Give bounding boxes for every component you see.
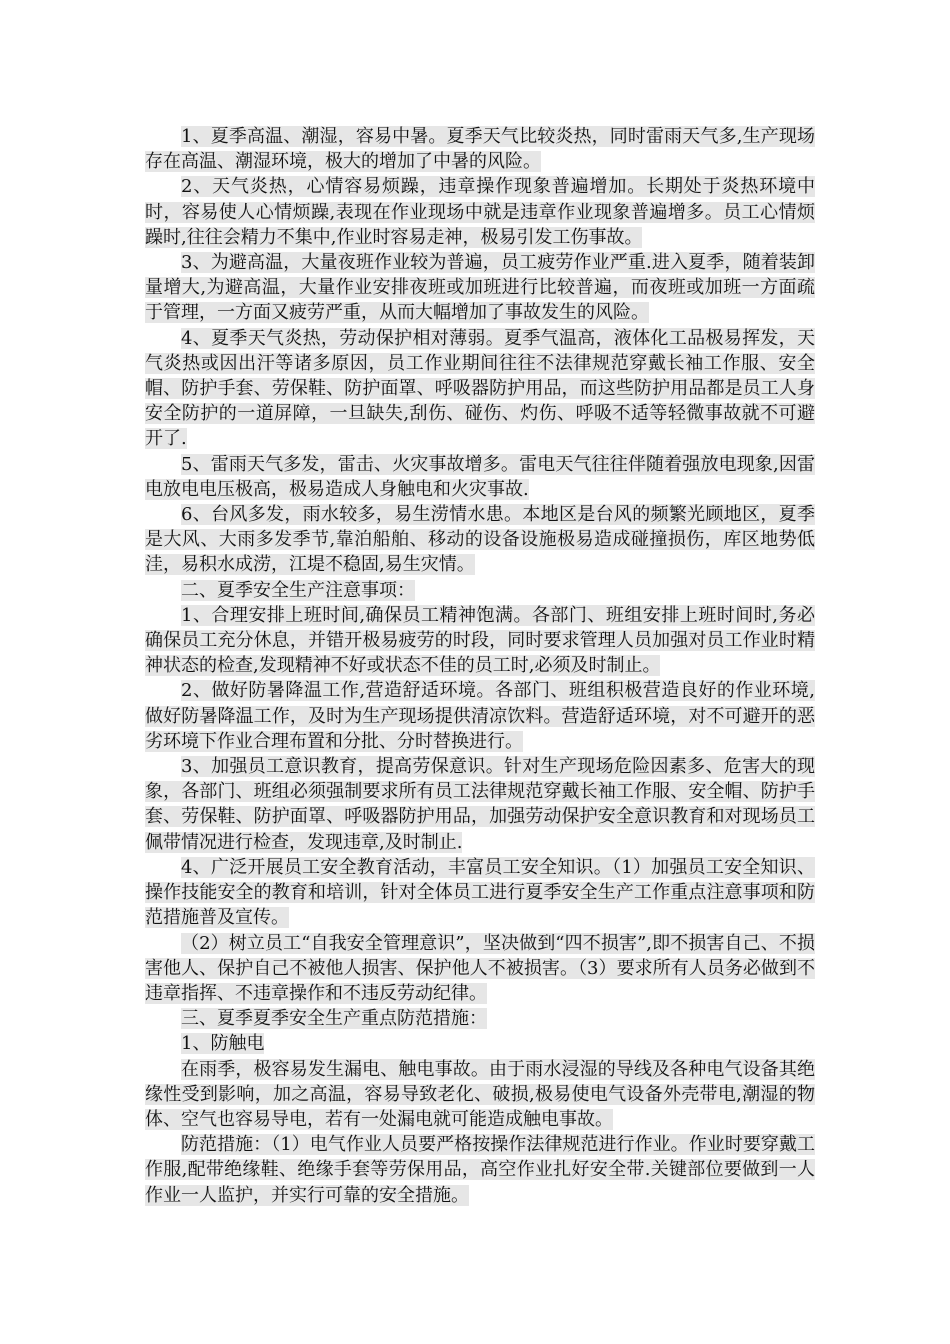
section-heading-measures: [145, 1006, 815, 1031]
document-body: [145, 124, 815, 1208]
paragraph-self-safety: [145, 931, 815, 1007]
subheading-electric-shock: [145, 1031, 815, 1056]
paragraph-text: 6、台风多发，雨水较多，易生涝情水患。本地区是台风的频繁光顾地区，夏季是大风、大雨多发季节,靠泊船舶、移动的设备设施极易造成碰撞损伤，库区地势低洼，易积水成涝，江堤不稳固,易生灾情。: [145, 504, 815, 576]
paragraph-night-shift: [145, 250, 815, 326]
paragraph-text: 在雨季，极容易发生漏电、触电事故。由于雨水浸湿的导线及各种电气设备其绝缘性受到影响，加之高温，容易导致老化、破损,极易使电气设备外壳带电,潮湿的物体、空气也容易导电，若有一处漏电就可能造成触电事故。: [145, 1058, 815, 1130]
paragraph-text: 1、合理安排上班时间,确保员工精神饱满。各部门、班组安排上班时间时,务必确保员工充分休息，并错开极易疲劳的时段，同时要求管理人员加强对员工作业时精神状态的检查,发现精神不好或状态不佳的员工时,必须及时制止。: [145, 604, 815, 677]
paragraph-text: 防范措施：（1）电气作业人员要严格按操作法律规范进行作业。作业时要穿戴工作服,配带绝缘鞋、绝缘手套等劳保用品，高空作业扎好安全带.关键部位要做到一人作业一人监护，并实行可靠的安全措施。: [145, 1134, 815, 1206]
paragraph-text: 4、广泛开展员工安全教育活动，丰富员工安全知识。（1）加强员工安全知识、操作技能安全的教育和培训，针对全体员工进行夏季安全生产工作重点注意事项和防范措施普及宣传。: [145, 856, 815, 929]
paragraph-text: 2、做好防暑降温工作,营造舒适环境。各部门、班组积极营造良好的作业环境,做好防暑降温工作，及时为生产现场提供清凉饮料。营造舒适环境，对不可避开的恶劣环境下作业合理布置和分批、分时替换进行。: [145, 680, 815, 752]
paragraph-summer-heatstroke: [145, 124, 815, 174]
paragraph-prevention-measures: [145, 1132, 815, 1208]
paragraph-electric-shock: [145, 1057, 815, 1133]
paragraph-irritability: [145, 174, 815, 250]
paragraph-safety-education: [145, 855, 815, 931]
paragraph-text: （2）树立员工“自我安全管理意识”，坚决做到“四不损害”,即不损害自己、不损害他人、保护自己不被他人损害、保护他人不被损害。（3）要求所有人员务必做到不违章指挥、不违章操作和不违反劳动纪律。: [145, 932, 815, 1004]
section-heading-text: 三、夏季夏季安全生产重点防范措施：: [181, 1008, 487, 1030]
subheading-text: 1、防触电: [181, 1033, 265, 1055]
paragraph-work-schedule: [145, 603, 815, 679]
paragraph-text: 3、为避高温，大量夜班作业较为普遍，员工疲劳作业严重.进入夏季，随着装卸量增大,为避高温，大量作业安排夜班或加班进行比较普遍，而夜班或加班一方面疏于管理，一方面又疲劳严重，从而大幅增加了事故发生的风险。: [145, 252, 815, 324]
paragraph-text: 3、加强员工意识教育，提高劳保意识。针对生产现场危险因素多、危害大的现象，各部门、班组必须强制要求所有员工法律规范穿戴长袖工作服、安全帽、防护手套、劳保鞋、防护面罩、呼吸器防护用品，加强劳动保护安全意识教育和对现场员工佩带情况进行检查，发现违章,及时制止.: [145, 756, 815, 853]
paragraph-labor-protection: [145, 326, 815, 452]
paragraph-cooling: [145, 678, 815, 754]
paragraph-text: 5、雷雨天气多发，雷击、火灾事故增多。雷电天气往往伴随着强放电现象,因雷电放电电压极高，极易造成人身触电和火灾事故.: [145, 453, 815, 500]
paragraph-text: 1、夏季高温、潮湿，容易中暑。夏季天气比较炎热，同时雷雨天气多,生产现场存在高温、潮湿环境，极大的增加了中暑的风险。: [145, 126, 815, 173]
paragraph-text: 4、夏季天气炎热，劳动保护相对薄弱。夏季气温高，液体化工品极易挥发，天气炎热或因出汗等诸多原因，员工作业期间往往不法律规范穿戴长袖工作服、安全帽、防护手套、劳保鞋、防护面罩、呼吸器防护用品，而这些防护用品都是员工人身安全防护的一道屏障，一旦缺失,刮伤、碰伤、灼伤、呼吸不适等轻微事故就不可避开了.: [145, 327, 815, 450]
section-heading-text: 二、夏季安全生产注意事项：: [181, 579, 415, 601]
paragraph-thunderstorm: [145, 452, 815, 502]
paragraph-typhoon: [145, 502, 815, 578]
paragraph-text: 2、天气炎热，心情容易烦躁，违章操作现象普遍增加。长期处于炎热环境中时，容易使人心情烦躁,表现在作业现场中就是违章作业现象普遍增多。员工心情烦躁时,往往会精力不集中,作业时容易走神，极易引发工伤事故。: [145, 176, 815, 248]
paragraph-awareness-education: [145, 754, 815, 855]
section-heading-precautions: [145, 578, 815, 603]
